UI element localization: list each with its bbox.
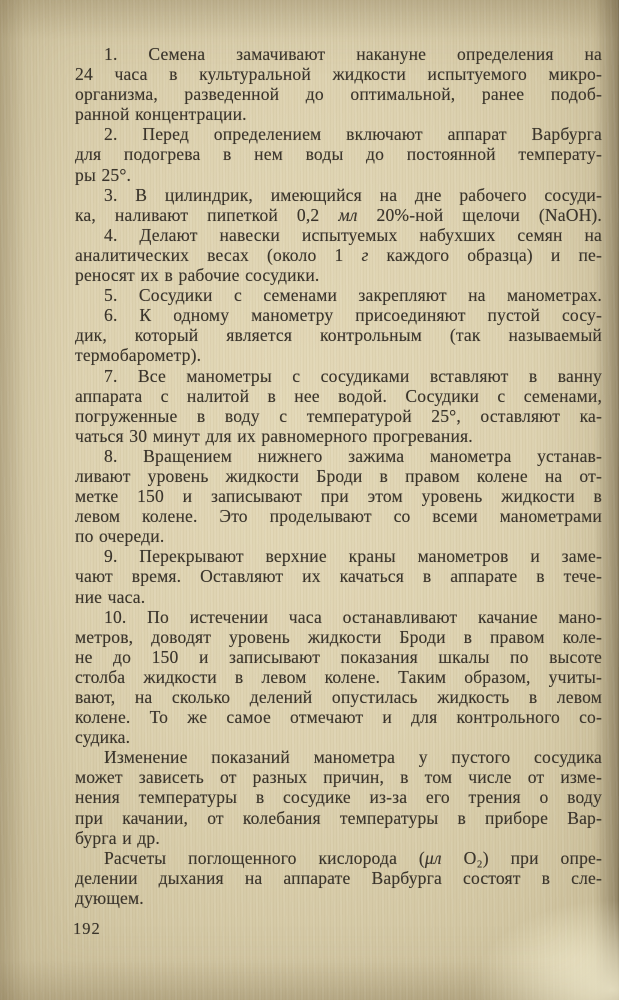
text-line: 24 часа в культуральной жидкости испытуемого микро- [75,64,602,85]
text-line: ливают уровень жидкости Броди в правом колене на от- [75,465,602,486]
text-line: аппарата с налитой в нее водой. Сосудики с семенами, [75,385,602,406]
text-line: левом колене. Это проделывают со всеми манометрами [75,506,602,527]
text-line: ка, наливают пипеткой 0,2 мл 20%-ной щелочи (NaOH). [75,204,602,225]
text-line: при качании, от колебания температуры в приборе Вар- [75,807,602,828]
text-line: 1. Семена замачивают накануне определения на [104,44,602,64]
text-line: чают время. Оставляют их качаться в аппарате в тече- [75,566,602,587]
text-line: 6. К одному манометру присоединяют пустой сосу- [104,305,602,326]
text-line: Расчеты поглощенного кислорода (μл O₂) при опре- [104,847,602,868]
text-line: 5. Сосудики с семенами закрепляют на манометрах. [104,285,602,306]
text-line: организма, разведенной до оптимальной, ранее подоб- [75,84,602,105]
text-line: по очереди. [75,526,165,547]
text-line: не до 150 и записывают показания шкалы по высоте [75,646,602,667]
text-line: 9. Перекрывают верхние краны манометров и заме- [104,546,602,567]
text-line: 8. Вращением нижнего зажима манометра устанав- [104,445,602,466]
text-line: 2. Перед определением включают аппарат Варбурга [104,124,602,145]
text-line: бурга и др. [75,827,160,848]
text-line: ранной концентрации. [75,104,247,125]
text-line: ние часа. [75,586,146,607]
text-line: 4. Делают навески испытуемых набухших семян на [104,224,602,245]
text-line: чаться 30 минут для их равномерного прогревания. [75,425,473,446]
text-line: аналитических весах (около 1 г каждого образца) и пе- [75,244,602,265]
text-line: метров, доводят уровень жидкости Броди в правом коле- [75,626,602,647]
text-line: метке 150 и записывают при этом уровень жидкости в [75,486,602,507]
text-line: колене. То же самое отмечают и для контрольного со- [75,707,602,728]
text-line: делении дыхания на аппарате Варбурга состоят в сле- [75,867,602,888]
page-number: 192 [73,919,101,938]
text-line: вают, на сколько делений опустилась жидкость в левом [75,687,602,707]
text-line: нения температуры в сосудике из-за его трения о воду [75,787,602,808]
text-line: столба жидкости в левом колене. Таким образом, учиты- [75,666,602,687]
text-line: 7. Все манометры с сосудиками вставляют в ванну [104,365,602,386]
text-line: ры 25°. [75,164,132,185]
text-line: термобарометр). [75,345,202,366]
text-line: Изменение показаний манометра у пустого сосудика [104,747,602,768]
text-line: реносят их в рабочие сосудики. [75,265,320,286]
text-line: дующем. [75,887,144,908]
text-line: дик, который является контрольным (так называемый [75,325,602,346]
text-line: 10. По истечении часа останавливают качание мано- [104,606,602,627]
text-line: 3. В цилиндрик, имеющийся на дне рабочего сосуди- [104,184,602,205]
text-line: может зависеть от разных причин, в том числе от изме- [75,767,602,788]
body-text [75,44,602,908]
text-line: погруженные в воду с температурой 25°, оставляют ка- [75,405,602,426]
text-line: для подогрева в нем воды до постоянной температу- [75,144,602,165]
text-line: судика. [75,727,131,748]
